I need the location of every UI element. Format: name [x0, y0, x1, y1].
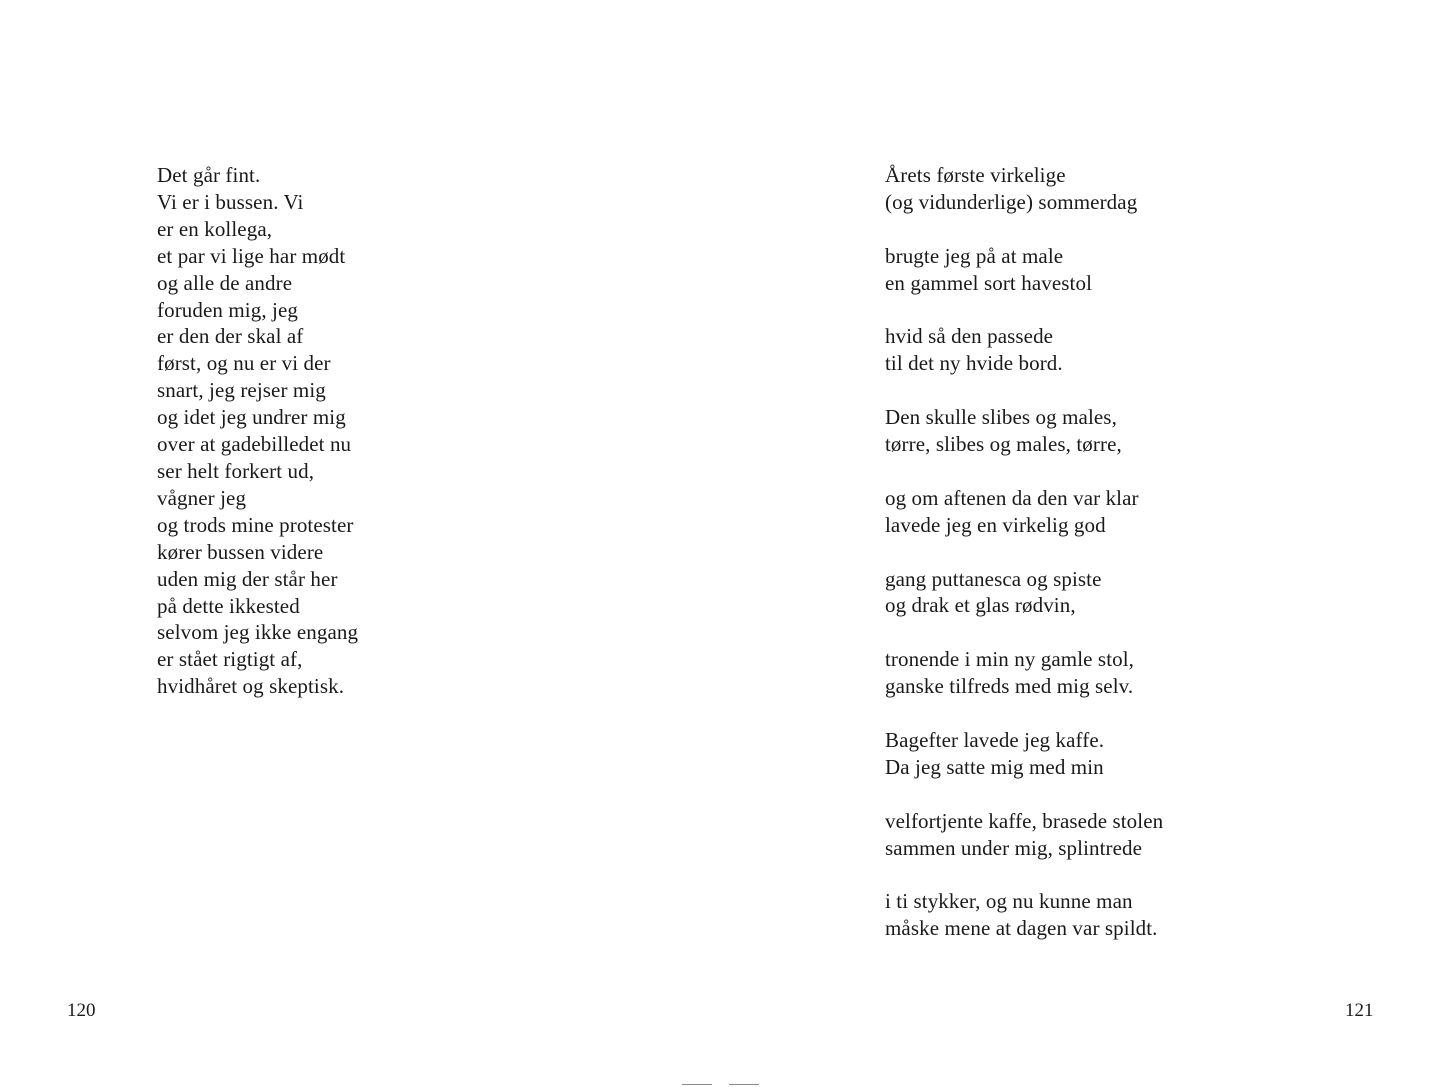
stanza	[885, 323, 1163, 377]
binding-mark	[682, 1084, 712, 1085]
poem-line: velfortjente kaffe, brasede stolen	[885, 808, 1164, 833]
stanza	[885, 646, 1163, 700]
stanza	[885, 404, 1163, 458]
poem-line: uden mig der står her	[157, 566, 338, 591]
binding-mark	[729, 1084, 759, 1085]
right-page	[722, 0, 1445, 1087]
poem-line: i ti stykker, og nu kunne man	[885, 889, 1133, 914]
poem-line: vågner jeg	[157, 485, 247, 510]
stanza	[157, 162, 358, 700]
poem-line: over at gadebilledet nu	[157, 432, 352, 457]
poem-line: selvom jeg ikke engang	[157, 620, 359, 645]
poem-line: er en kollega,	[157, 216, 273, 241]
poem-line: og drak et glas rødvin,	[885, 593, 1076, 618]
page-number-left: 120	[67, 1000, 96, 1021]
poem-line: er stået rigtigt af,	[157, 647, 303, 672]
poem-line: snart, jeg rejser mig	[157, 378, 326, 403]
poem-line: hvid så den passede	[885, 324, 1054, 349]
poem-line: sammen under mig, splintrede	[885, 835, 1143, 860]
poem-line: hvidhåret og skeptisk.	[157, 674, 345, 699]
poem-line: på dette ikkested	[157, 593, 300, 618]
poem-line: først, og nu er vi der	[157, 351, 331, 376]
poem-line: og idet jeg undrer mig	[157, 405, 346, 430]
poem-line: tørre, slibes og males, tørre,	[885, 432, 1122, 457]
poem-right	[885, 162, 1163, 942]
poem-line: kører bussen videre	[157, 539, 324, 564]
poem-line: Vi er i bussen. Vi	[157, 189, 304, 214]
poem-left	[157, 162, 358, 700]
poem-line: og alle de andre	[157, 270, 293, 295]
poem-line: Da jeg satte mig med min	[885, 754, 1104, 779]
poem-line: (og vidunderlige) sommerdag	[885, 189, 1138, 214]
poem-line: lavede jeg en virkelig god	[885, 512, 1106, 537]
poem-line: og om aftenen da den var klar	[885, 485, 1139, 510]
poem-line: er den der skal af	[157, 324, 304, 349]
poem-line: ser helt forkert ud,	[157, 458, 315, 483]
poem-line: Den skulle slibes og males,	[885, 405, 1117, 430]
poem-line: gang puttanesca og spiste	[885, 566, 1102, 591]
stanza	[885, 808, 1163, 862]
left-page	[0, 0, 722, 1087]
poem-line: et par vi lige har mødt	[157, 243, 346, 268]
poem-line: ganske tilfreds med mig selv.	[885, 674, 1134, 699]
poem-line: Årets første virkelige	[885, 163, 1066, 187]
poem-line: Det går fint.	[157, 163, 261, 187]
poem-line: tronende i min ny gamle stol,	[885, 647, 1135, 672]
page-number-right: 121	[1345, 1000, 1374, 1021]
poem-line: en gammel sort havestol	[885, 270, 1092, 295]
stanza	[885, 162, 1163, 216]
poem-line: foruden mig, jeg	[157, 297, 298, 322]
poem-line: og trods mine protester	[157, 512, 354, 537]
poem-line: til det ny hvide bord.	[885, 351, 1063, 376]
stanza	[885, 243, 1163, 297]
stanza	[885, 485, 1163, 539]
poem-line: måske mene at dagen var spildt.	[885, 916, 1158, 941]
poem-line: Bagefter lavede jeg kaffe.	[885, 727, 1105, 752]
stanza	[885, 727, 1163, 781]
poem-line: brugte jeg på at male	[885, 243, 1064, 268]
stanza	[885, 566, 1163, 620]
stanza	[885, 888, 1163, 942]
